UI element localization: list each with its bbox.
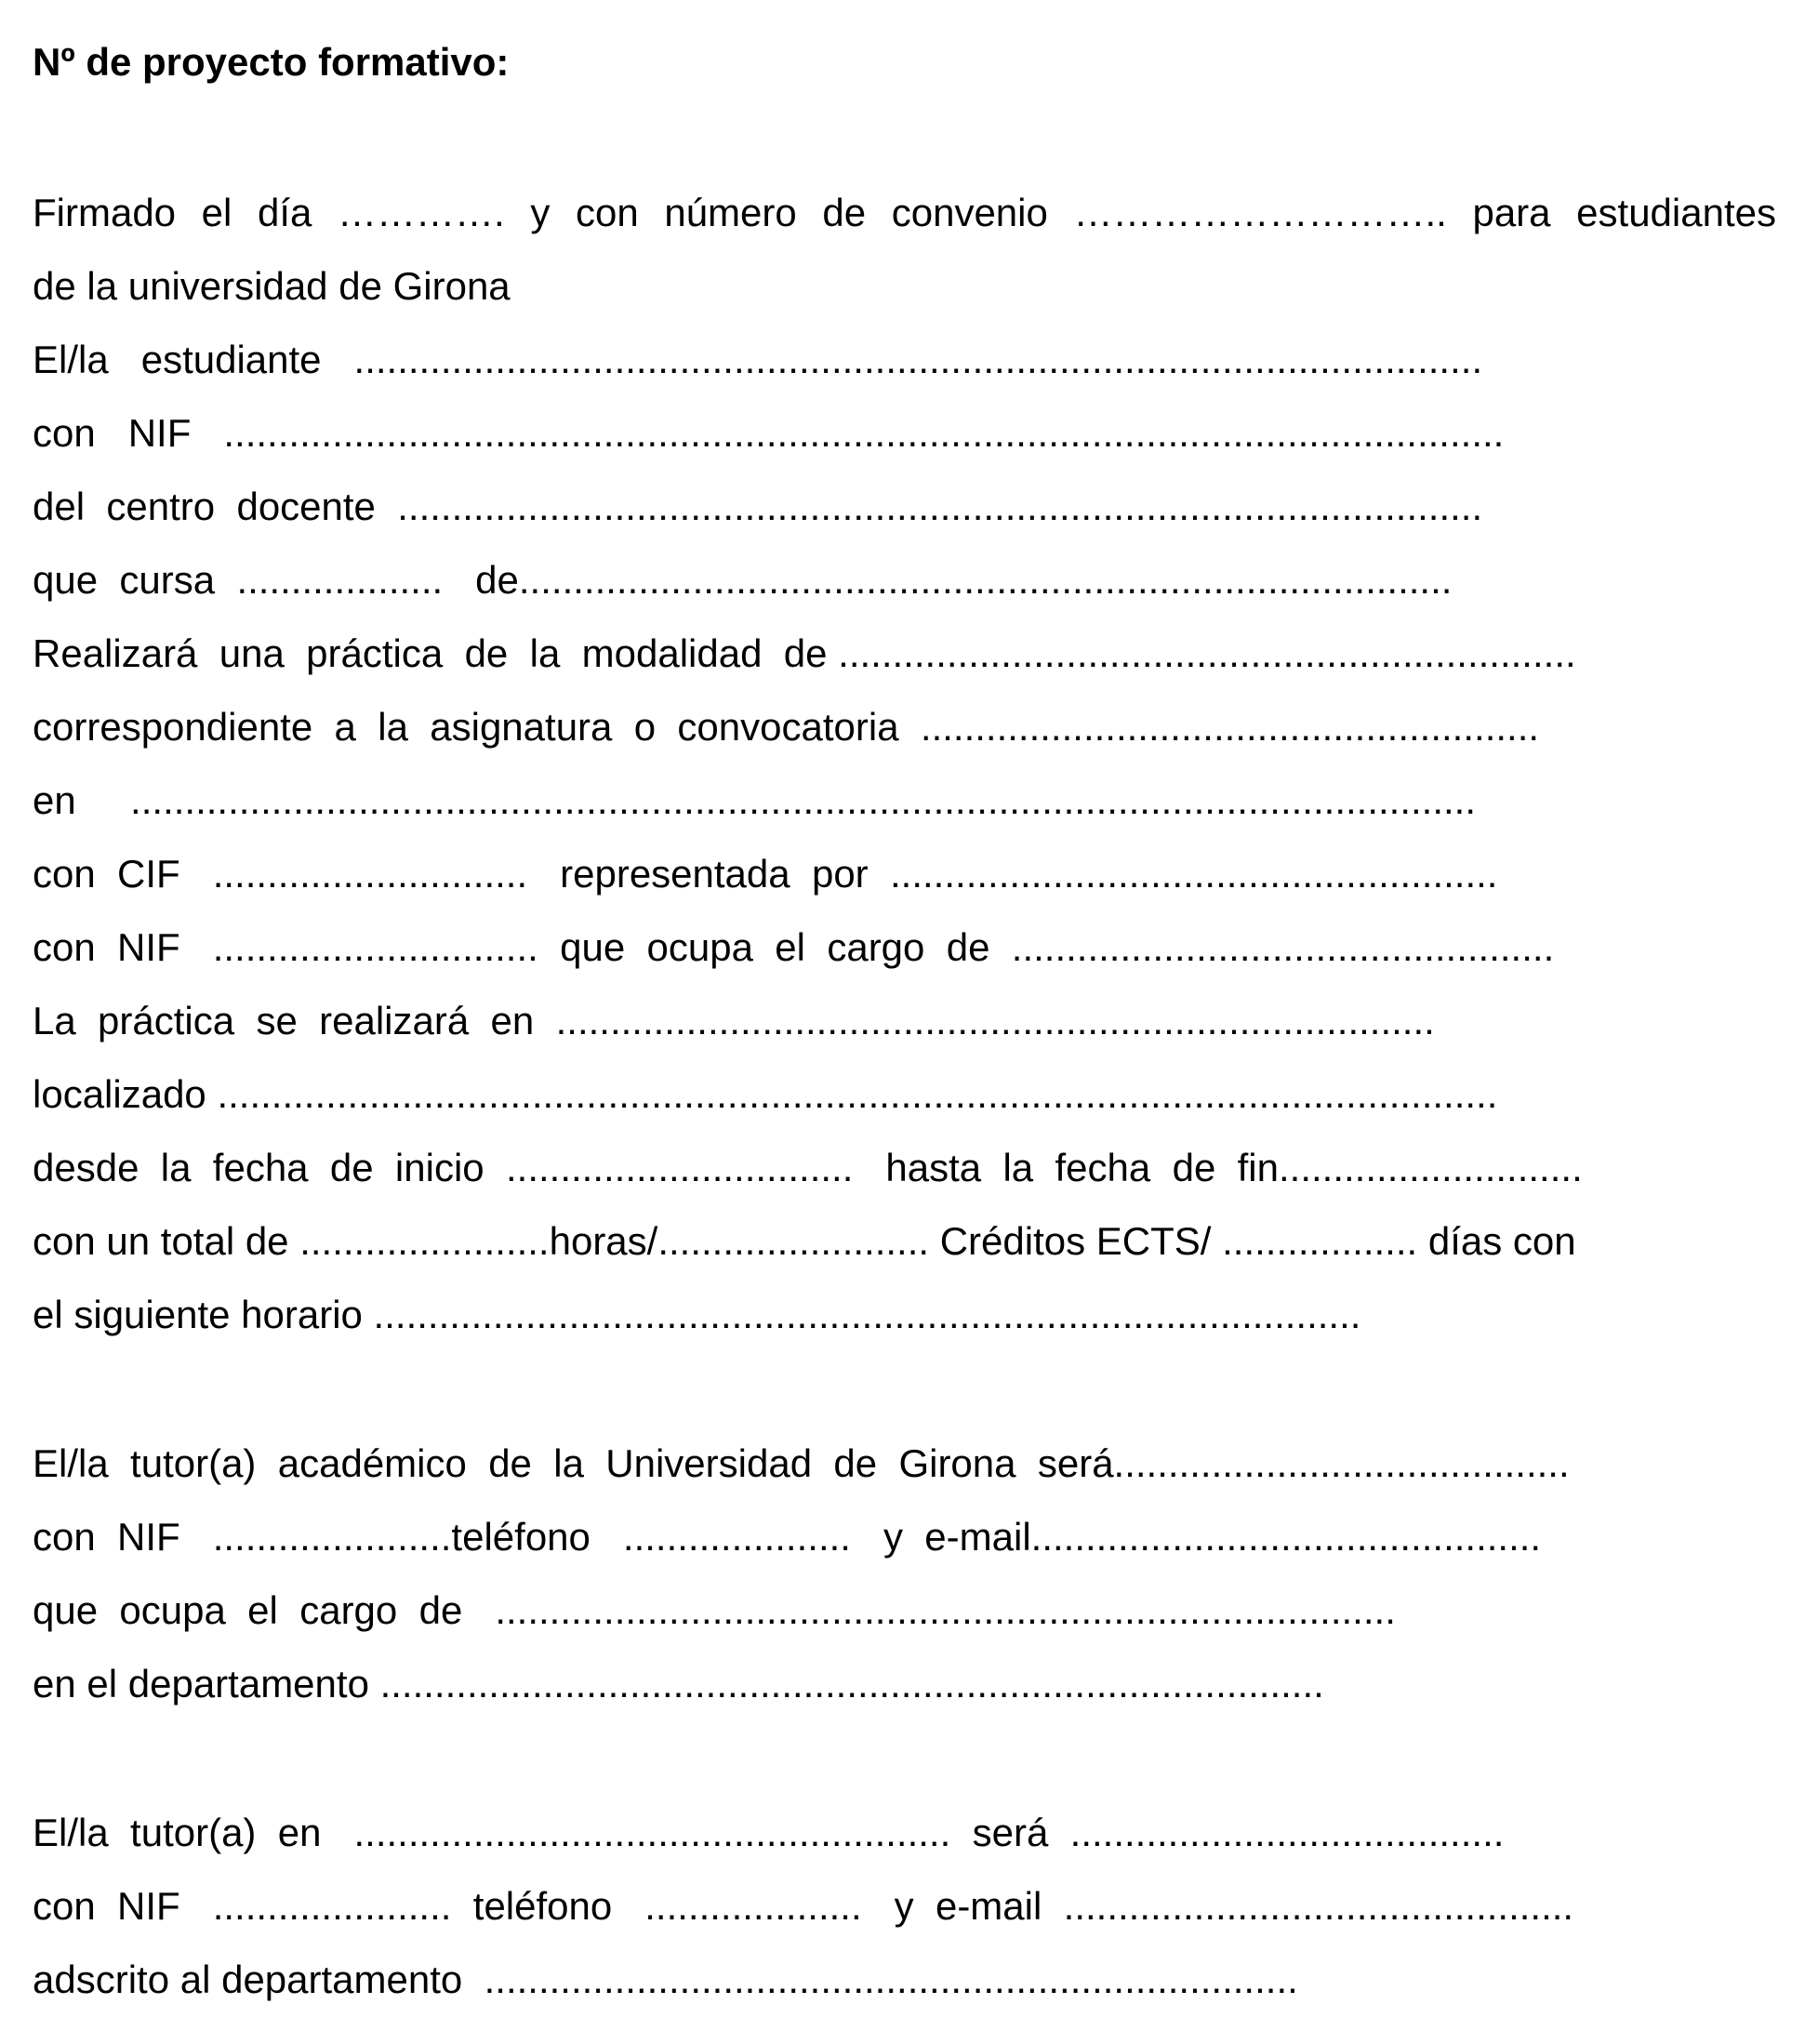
- field-line-subject: correspondiente a la asignatura o convocatoria .........................................................: [33, 705, 1540, 749]
- field-line-nif-position: con NIF .............................. que ocupa el cargo de ..................................................: [33, 925, 1555, 969]
- field-line-location: localizado ......................................................................................................................: [33, 1072, 1498, 1116]
- field-line-course: que cursa ................... de......................................................................................: [33, 558, 1453, 602]
- field-line-school: del centro docente ....................................................................................................: [33, 484, 1483, 528]
- field-line-cif-representative: con CIF ............................. representada por ........................................................: [33, 852, 1498, 896]
- field-line-academic-department: en el departamento .......................................................................................: [33, 1662, 1324, 1706]
- field-line-schedule: el siguiente horario ...........................................................................................: [33, 1293, 1361, 1336]
- field-line-academic-tutor: El/la tutor(a) académico de la Universidad de Girona será..........................................: [33, 1441, 1570, 1485]
- field-line-academic-contact: con NIF ......................teléfono ..................... y e-mail...............................................: [33, 1515, 1542, 1559]
- field-line-company-tutor: El/la tutor(a) en ....................................................... será ........................................: [33, 1811, 1505, 1854]
- field-line-academic-position: que ocupa el cargo de ...................................................................................: [33, 1588, 1396, 1632]
- field-line-signed-date: Firmado el día …………. y con número de convenio ……………………….. para estudiantes: [33, 191, 1776, 234]
- field-line-practice-place: La práctica se realizará en .................................................................................: [33, 999, 1435, 1042]
- field-line-student-nif: con NIF ......................................................................................................................: [33, 411, 1505, 455]
- field-line-totals: con un total de .......................horas/......................... Créditos ECTS/ .................. días con: [33, 1219, 1576, 1263]
- field-line-company: en ............................................................................................................................: [33, 778, 1477, 822]
- field-line-student: El/la estudiante ........................................................................................................: [33, 338, 1483, 381]
- field-line-company-department: adscrito al departamento ...........................................................................: [33, 1958, 1298, 2001]
- field-line-dates: desde la fecha de inicio ................................ hasta la fecha de fin............................: [33, 1146, 1583, 1189]
- text-line-university: de la universidad de Girona: [33, 264, 511, 308]
- heading-project-number: Nº de proyecto formativo:: [33, 40, 510, 84]
- field-line-modality: Realizará una práctica de la modalidad de ....................................................................: [33, 631, 1576, 675]
- field-line-company-contact: con NIF ...................... teléfono .................... y e-mail ...............................................: [33, 1884, 1574, 1928]
